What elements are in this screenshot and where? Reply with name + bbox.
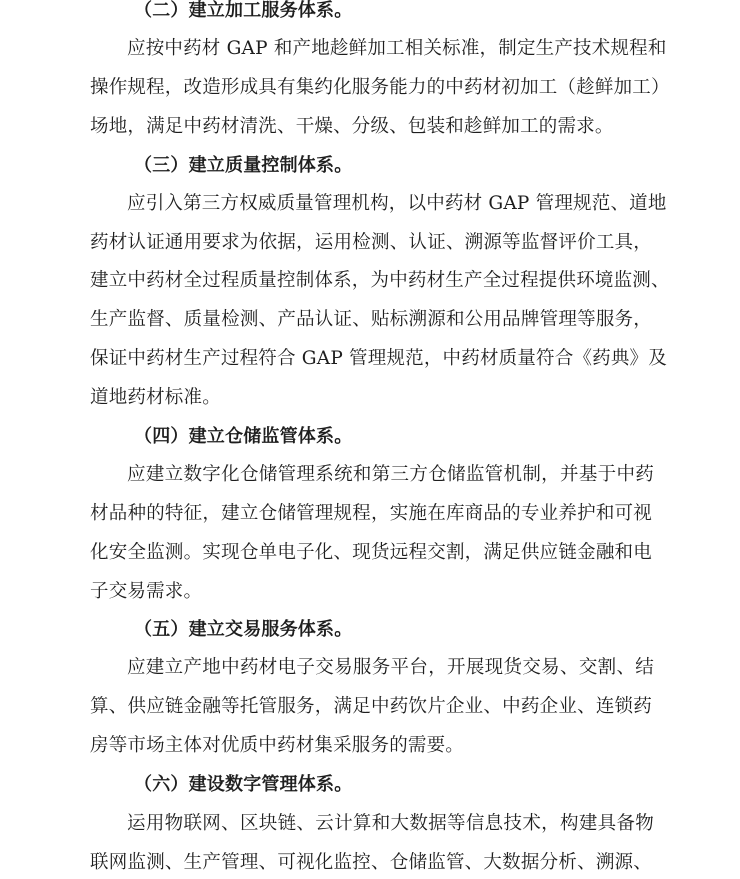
- paragraph-line: 材品种的特征，建立仓储管理规程，实施在库商品的专业养护和可视: [90, 503, 652, 524]
- paragraph-line: 建立中药材全过程质量控制体系，为中药材生产全过程提供环境监测、: [90, 270, 670, 291]
- paragraph-line: 房等市场主体对优质中药材集采服务的需要。: [90, 735, 465, 756]
- paragraph-line: 保证中药材生产过程符合 GAP 管理规范，中药材质量符合《药典》及: [90, 348, 667, 369]
- paragraph-line: 应按中药材 GAP 和产地趁鲜加工相关标准，制定生产技术规程和: [127, 38, 667, 59]
- paragraph-line: 子交易需求。: [90, 581, 203, 602]
- section-heading: （四）建立仓储监管体系。: [134, 426, 353, 447]
- section-heading: （二）建立加工服务体系。: [134, 0, 353, 21]
- paragraph-line: 算、供应链金融等托管服务，满足中药饮片企业、中药企业、连锁药: [90, 696, 652, 717]
- paragraph-line: 联网监测、生产管理、可视化监控、仓储监管、大数据分析、溯源、: [90, 852, 652, 873]
- paragraph-line: 应建立数字化仓储管理系统和第三方仓储监管机制，并基于中药: [127, 464, 654, 485]
- paragraph-line: 生产监督、质量检测、产品认证、贴标溯源和公用品牌管理等服务，: [90, 309, 652, 330]
- paragraph-line: 操作规程，改造形成具有集约化服务能力的中药材初加工（趁鲜加工）: [90, 77, 670, 98]
- section-heading: （五）建立交易服务体系。: [134, 619, 353, 640]
- section-heading: （六）建设数字管理体系。: [134, 774, 353, 795]
- paragraph-line: 应建立产地中药材电子交易服务平台，开展现货交易、交割、结: [127, 657, 654, 678]
- section-heading: （三）建立质量控制体系。: [134, 155, 353, 176]
- paragraph-line: 场地，满足中药材清洗、干燥、分级、包装和趁鲜加工的需求。: [90, 116, 614, 137]
- paragraph-line: 化安全监测。实现仓单电子化、现货远程交割，满足供应链金融和电: [90, 542, 652, 563]
- paragraph-line: 应引入第三方权威质量管理机构，以中药材 GAP 管理规范、道地: [127, 193, 667, 214]
- paragraph-line: 运用物联网、区块链、云计算和大数据等信息技术，构建具备物: [127, 813, 654, 834]
- paragraph-line: 药材认证通用要求为依据，运用检测、认证、溯源等监督评价工具，: [90, 232, 652, 253]
- paragraph-line: 道地药材标准。: [90, 387, 221, 408]
